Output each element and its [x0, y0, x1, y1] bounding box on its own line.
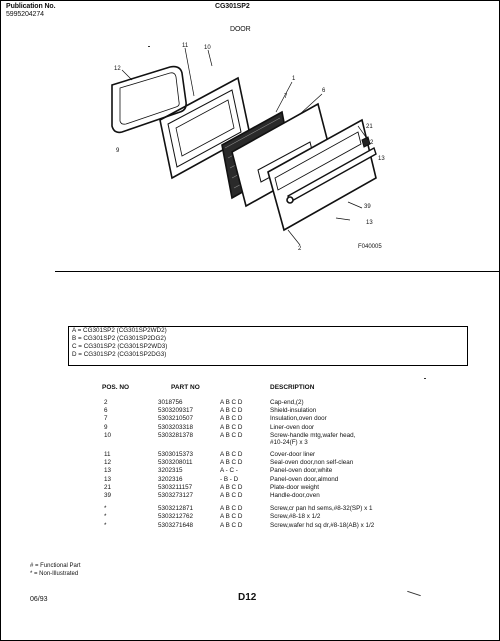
part-description: Shield-insulation [270, 407, 317, 415]
section-title: DOOR [230, 26, 251, 33]
part-description: Seal-oven door,non self-clean [270, 459, 354, 467]
callout-label: 2 [298, 246, 302, 252]
callout-label: 12 [114, 66, 121, 72]
part-position: 10 [104, 431, 112, 439]
part-model-applicability: A B C D [220, 513, 243, 521]
publication-number: 5995204274 [6, 11, 44, 18]
callout-label: 7 [284, 94, 288, 100]
column-header-part: PART NO [171, 384, 200, 391]
model-legend [68, 326, 468, 364]
model-legend-row: D = CG301SP2 (CG301SP2DG3) [72, 351, 167, 358]
exploded-door-diagram [100, 40, 400, 265]
part-description: Screw,wafer hd sq dr,#8-18(AB) x 1/2 [270, 521, 375, 529]
part-number: 5303210507 [158, 415, 194, 423]
part-model-applicability: A B C D [220, 459, 243, 467]
callout-label: 21 [366, 124, 373, 130]
part-description: Screw,cr pan hd sems,#8-32(SP) x 1 [270, 505, 373, 513]
scan-speck [148, 46, 150, 47]
part-position: 21 [104, 483, 112, 491]
part-number: 5303212762 [158, 513, 194, 521]
part-number: 5303015373 [158, 451, 194, 458]
part-description: Screw,#8-18 x 1/2 [270, 513, 321, 521]
part-description: Screw-handle mtg,wafer head, [270, 431, 356, 439]
model-legend-row: B = CG301SP2 (CG301SP2DG2) [72, 335, 166, 342]
part-position: 9 [104, 423, 108, 431]
footnote-functional: # = Functional Part [30, 563, 81, 569]
column-header-pos: POS. NO [102, 384, 130, 391]
part-number: 3202316 [158, 475, 183, 483]
part-description: Panel-oven door,white [270, 467, 333, 475]
callout-label: 39 [364, 204, 371, 210]
part-position: 7 [104, 415, 108, 423]
part-number: 5303212871 [158, 505, 194, 513]
door-seal-part [112, 67, 186, 133]
door-parts-illustration [100, 40, 400, 265]
callout-label: F040005 [358, 244, 382, 250]
part-model-applicability: A B C D [220, 451, 243, 458]
part-model-applicability: A - C - [220, 467, 238, 475]
part-position: 11 [104, 451, 111, 458]
part-position: 13 [104, 467, 112, 475]
part-number: 3018756 [158, 399, 183, 406]
part-model-applicability: A B C D [220, 492, 243, 499]
callout-label: 2 [370, 140, 374, 146]
part-number: 5303273127 [158, 492, 194, 499]
publication-label: Publication No. [6, 3, 56, 10]
part-position: 39 [104, 492, 112, 499]
callout-label: 11 [182, 43, 189, 49]
model-legend-row: C = CG301SP2 (CG301SP2WD3) [72, 343, 168, 350]
part-position: 13 [104, 475, 112, 483]
part-position: * [104, 521, 107, 529]
part-description: Handle-door,oven [270, 492, 320, 499]
part-description: Liner-oven door [270, 423, 315, 431]
callout-label: 10 [204, 45, 211, 51]
footer-date: 06/93 [30, 596, 48, 603]
part-number: 5303209317 [158, 407, 194, 415]
part-position: 12 [104, 459, 112, 467]
part-number: 5303211157 [158, 483, 193, 491]
model-legend-row: A = CG301SP2 (CG301SP2WD2) [72, 327, 167, 334]
part-description: Plate-door weight [270, 483, 320, 491]
part-position: 6 [104, 407, 108, 415]
part-number: 5303271648 [158, 521, 194, 529]
model-number: CG301SP2 [215, 3, 250, 10]
part-model-applicability: A B C D [220, 423, 243, 431]
scan-speck [424, 378, 426, 379]
part-number: 5303208011 [158, 459, 193, 467]
part-position: 2 [104, 399, 108, 406]
part-model-applicability: A B C D [220, 521, 243, 529]
callout-label: 6 [322, 88, 326, 94]
part-model-applicability: - B - D [220, 475, 239, 483]
part-number: 5303281378 [158, 431, 194, 439]
part-description: Panel-oven door,almond [270, 475, 339, 483]
part-description: Cover-door liner [270, 451, 316, 458]
callout-label: 1 [292, 76, 296, 82]
callout-label: 9 [116, 148, 120, 154]
part-model-applicability: A B C D [220, 505, 243, 513]
part-description: #10-24(F) x 3 [270, 438, 308, 446]
column-header-description: DESCRIPTION [270, 384, 315, 391]
part-position: * [104, 505, 107, 513]
part-position: * [104, 513, 107, 521]
footnote-non-illustrated: * = Non-Illustrated [30, 571, 79, 577]
part-description: Insulation,oven door [270, 415, 327, 423]
part-number: 5303203318 [158, 423, 194, 431]
part-model-applicability: A B C D [220, 431, 243, 439]
callout-label: 13 [378, 156, 385, 162]
part-number: 3202315 [158, 467, 183, 475]
part-model-applicability: A B C D [220, 483, 243, 491]
part-description: Cap-end,(2) [270, 399, 304, 406]
footer-page-number: D12 [238, 592, 257, 603]
callout-label: 13 [366, 220, 373, 226]
part-model-applicability: A B C D [220, 407, 243, 415]
section-divider [55, 271, 500, 272]
part-model-applicability: A B C D [220, 415, 243, 423]
part-model-applicability: A B C D [220, 399, 243, 406]
